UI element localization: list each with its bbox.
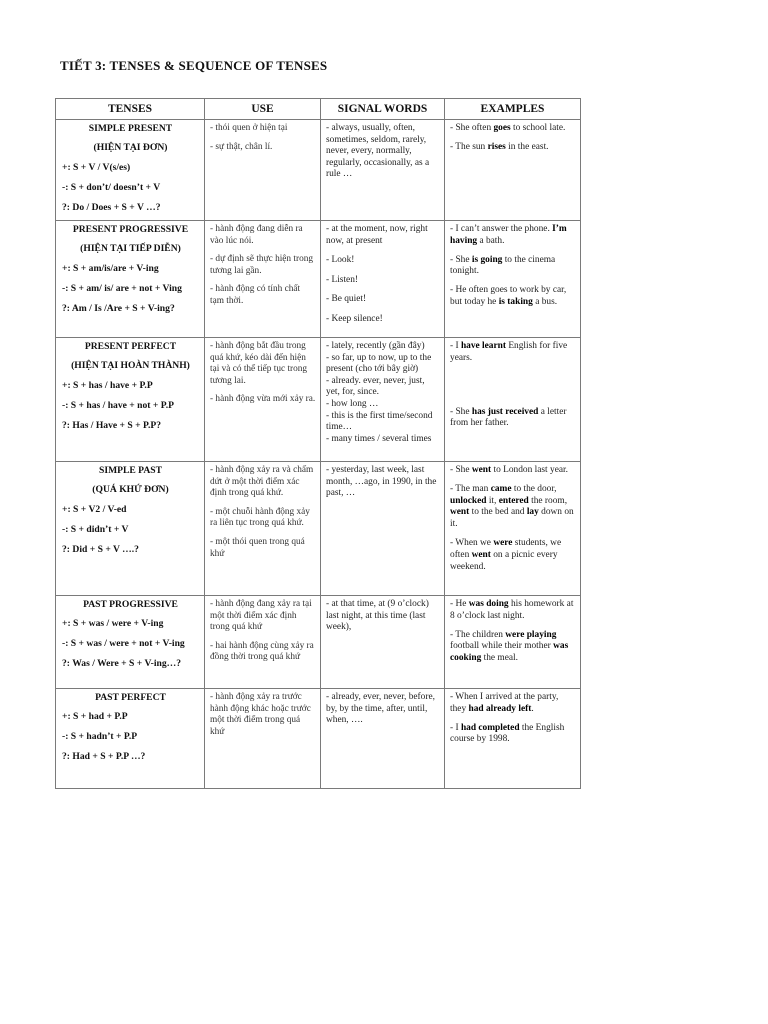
tense-cell bbox=[56, 338, 205, 462]
example-verb-highlight: went bbox=[471, 549, 491, 560]
example-sentence bbox=[450, 341, 576, 365]
signal-word-item: - Be quiet! bbox=[326, 294, 367, 305]
examples-cell bbox=[445, 462, 581, 596]
use-item: - hành động bắt đầu trong quá khứ, kéo dài đến hiện tại và có thể tiếp tục trong tương lai. bbox=[210, 341, 308, 386]
example-verb-highlight: entered bbox=[498, 495, 529, 506]
example-verb-highlight: unlocked bbox=[450, 495, 487, 506]
example-text: - The children bbox=[450, 629, 506, 640]
example-text: football while their mother bbox=[450, 641, 554, 652]
use-item: - hành động đang xảy ra tại một thời điểm xác định trong quá khứ bbox=[210, 599, 312, 633]
example-text: - She bbox=[450, 254, 472, 265]
signal-word-item: - many times / several times bbox=[326, 433, 432, 444]
signal-word-item: - always, usually, often, sometimes, seldom, rarely, never, every, normally, regularly, occasionally, as a rule … bbox=[326, 123, 430, 180]
tense-name: PAST PERFECT bbox=[95, 692, 166, 703]
signal-word-item: - so far, up to now, up to the present (cho tới bây giờ) bbox=[326, 352, 432, 375]
example-text: it, bbox=[486, 495, 499, 506]
example-verb-highlight: have learnt bbox=[460, 341, 506, 351]
tense-cell bbox=[56, 596, 205, 689]
example-text: in the east. bbox=[505, 141, 549, 152]
example-text: - The man bbox=[450, 483, 491, 494]
example-verb-highlight: rises bbox=[487, 141, 506, 152]
example-text: the room, bbox=[528, 495, 568, 506]
example-sentence bbox=[450, 723, 576, 747]
use-item: - sự thật, chân lí. bbox=[210, 141, 273, 152]
signal-word-item: - at the moment, now, right now, at present bbox=[326, 224, 428, 246]
example-text: - He often goes to work by car, but today he bbox=[450, 285, 567, 307]
signal-words-cell bbox=[321, 596, 445, 689]
page-title: TIẾT 3: TENSES & SEQUENCE OF TENSES bbox=[60, 58, 328, 73]
example-sentence bbox=[450, 692, 576, 716]
signal-word-item: - already, ever, never, before, by, by the time, after, until, when, …. bbox=[326, 692, 435, 726]
signal-word-item: - Keep silence! bbox=[326, 313, 383, 324]
signal-words-cell bbox=[321, 221, 445, 338]
use-item: - hành động đang diễn ra vào lúc nói. bbox=[210, 224, 303, 246]
example-verb-highlight: lay bbox=[526, 507, 539, 518]
tense-formula: -: S + didn’t + V bbox=[62, 524, 129, 535]
example-text: - She bbox=[450, 406, 472, 417]
example-text: to London last year. bbox=[491, 465, 568, 475]
signal-words-cell bbox=[321, 689, 445, 789]
use-cell bbox=[205, 120, 321, 221]
tense-formula: ?: Am / Is /Are + S + V-ing? bbox=[62, 303, 175, 314]
example-verb-highlight: had completed bbox=[460, 722, 520, 733]
example-sentence bbox=[450, 465, 576, 477]
example-text: on a picnic every weekend. bbox=[450, 549, 558, 572]
header-tenses: TENSES bbox=[56, 99, 205, 120]
tense-formula: -: S + hadn’t + P.P bbox=[62, 731, 138, 742]
example-text: . bbox=[531, 703, 534, 714]
example-sentence bbox=[450, 123, 576, 135]
tense-formula: +: S + V2 / V-ed bbox=[62, 504, 127, 515]
use-cell bbox=[205, 221, 321, 338]
example-sentence bbox=[450, 630, 576, 665]
tense-cell bbox=[56, 221, 205, 338]
example-verb-highlight: I’m having bbox=[450, 224, 567, 246]
example-sentence bbox=[450, 285, 576, 309]
example-verb-highlight: has just received bbox=[471, 406, 539, 417]
example-text: - I bbox=[450, 722, 461, 733]
use-cell bbox=[205, 462, 321, 596]
example-text: - I bbox=[450, 341, 461, 351]
table-row bbox=[56, 338, 581, 462]
example-text: - She bbox=[450, 465, 472, 475]
example-verb-highlight: was doing bbox=[468, 599, 509, 609]
tense-formula: +: S + had + P.P bbox=[62, 711, 128, 722]
example-text: the meal. bbox=[481, 653, 518, 664]
example-text: - He bbox=[450, 599, 469, 609]
use-item: - hành động xảy ra trước hành động khác hoặc trước một thời điểm trong quá khứ bbox=[210, 692, 311, 737]
example-verb-highlight: is going bbox=[471, 254, 503, 265]
use-item: - một chuỗi hành động xảy ra liên tục trong quá khứ. bbox=[210, 506, 310, 529]
table-header-row bbox=[56, 99, 581, 120]
example-text: - I can’t answer the phone. bbox=[450, 224, 553, 234]
examples-cell bbox=[445, 596, 581, 689]
tense-cell bbox=[56, 462, 205, 596]
example-text: a bath. bbox=[477, 235, 505, 246]
tense-formula: ?: Had + S + P.P …? bbox=[62, 751, 146, 762]
example-text: a bus. bbox=[532, 296, 558, 307]
tense-cell bbox=[56, 120, 205, 221]
header-use: USE bbox=[205, 99, 321, 120]
example-text: English for five years. bbox=[450, 341, 568, 363]
example-text: to the bed and bbox=[469, 507, 527, 518]
use-item: - thói quen ở hiện tại bbox=[210, 123, 288, 133]
tense-name: SIMPLE PRESENT bbox=[88, 123, 173, 134]
example-text: a letter from her father. bbox=[450, 406, 567, 429]
tense-vietnamese-name: (HIỆN TẠI ĐƠN) bbox=[93, 142, 168, 153]
tense-formula: -: S + was / were + not + V-ing bbox=[62, 638, 185, 649]
use-item: - dự định sẽ thực hiện trong tương lai gần. bbox=[210, 254, 314, 276]
example-sentence bbox=[450, 599, 576, 623]
tense-formula: -: S + am/ is/ are + not + Ving bbox=[62, 283, 182, 294]
tense-formula: ?: Do / Does + S + V …? bbox=[62, 202, 161, 213]
tense-formula: +: S + am/is/are + V-ing bbox=[62, 263, 159, 274]
examples-cell bbox=[445, 120, 581, 221]
example-verb-highlight: had already left bbox=[468, 703, 532, 714]
example-verb-highlight: went bbox=[450, 507, 470, 518]
example-verb-highlight: is taking bbox=[498, 296, 533, 307]
example-text: to the cinema tonight. bbox=[450, 254, 556, 277]
signal-word-item: - yesterday, last week, last month, …ago, in 1990, in the past, … bbox=[326, 465, 437, 499]
table-row bbox=[56, 689, 581, 789]
table-row bbox=[56, 462, 581, 596]
tenses-table bbox=[55, 98, 581, 789]
example-sentence bbox=[450, 142, 576, 154]
example-sentence bbox=[450, 484, 576, 531]
use-cell bbox=[205, 689, 321, 789]
use-item: - hành động có tính chất tạm thời. bbox=[210, 284, 301, 306]
signal-words-cell bbox=[321, 120, 445, 221]
example-verb-highlight: was cooking bbox=[450, 641, 569, 664]
use-item: - hành động xảy ra và chấm dứt ở một thời điểm xác định trong quá khứ. bbox=[210, 465, 314, 499]
examples-cell bbox=[445, 338, 581, 462]
example-sentence bbox=[450, 538, 576, 573]
header-examples: EXAMPLES bbox=[445, 99, 581, 120]
example-verb-highlight: went bbox=[471, 465, 492, 475]
tense-name: PRESENT PERFECT bbox=[84, 341, 177, 352]
tense-name: PAST PROGRESSIVE bbox=[83, 599, 178, 610]
example-text: the English course by 1998. bbox=[450, 722, 565, 745]
signal-words-cell bbox=[321, 462, 445, 596]
use-item: - một thói quen trong quá khứ bbox=[210, 536, 305, 559]
use-cell bbox=[205, 338, 321, 462]
signal-word-item: - lately, recently (gần đây) bbox=[326, 341, 425, 351]
tense-formula: +: S + was / were + V-ing bbox=[62, 618, 164, 629]
example-text: - When we bbox=[450, 537, 494, 548]
example-text: to the door, bbox=[511, 483, 557, 494]
example-text: his homework at 8 o’clock last night. bbox=[450, 599, 574, 621]
signal-words-cell bbox=[321, 338, 445, 462]
example-verb-highlight: were playing bbox=[505, 629, 557, 640]
signal-word-item: - this is the first time/second time… bbox=[326, 410, 433, 433]
use-cell bbox=[205, 596, 321, 689]
tense-formula: +: S + has / have + P.P bbox=[62, 380, 153, 391]
signal-word-item: - already. ever, never, just, yet, for, since. bbox=[326, 375, 425, 398]
tense-vietnamese-name: (HIỆN TẠI TIẾP DIỄN) bbox=[80, 243, 181, 254]
example-verb-highlight: were bbox=[493, 537, 513, 548]
example-text: - When I arrived at the party, they bbox=[450, 692, 559, 714]
example-text: to school late. bbox=[510, 123, 566, 133]
tense-formula: -: S + has / have + not + P.P bbox=[62, 400, 174, 411]
tense-formula: ?: Has / Have + S + P.P? bbox=[62, 420, 162, 431]
tense-cell bbox=[56, 689, 205, 789]
examples-cell bbox=[445, 221, 581, 338]
signal-word-item: - Listen! bbox=[326, 274, 359, 285]
table-row bbox=[56, 120, 581, 221]
example-verb-highlight: goes bbox=[493, 123, 511, 133]
tense-formula: -: S + don’t/ doesn’t + V bbox=[62, 182, 161, 193]
tense-formula: ?: Was / Were + S + V-ing…? bbox=[62, 658, 182, 669]
tense-vietnamese-name: (QUÁ KHỨ ĐƠN) bbox=[92, 484, 169, 495]
use-item: - hành động vừa mới xảy ra. bbox=[210, 394, 316, 405]
example-text: - The sun bbox=[450, 141, 488, 152]
signal-word-item: - at that time, at (9 o’clock) last night, at this time (last week), bbox=[326, 599, 429, 633]
example-sentence bbox=[450, 255, 576, 279]
example-text: students, we often bbox=[450, 537, 562, 560]
tense-formula: +: S + V / V(s/es) bbox=[62, 162, 131, 173]
use-item: - hai hành động cùng xảy ra đồng thời trong quá khứ bbox=[210, 640, 314, 663]
example-text: - She often bbox=[450, 123, 494, 133]
example-sentence bbox=[450, 407, 576, 431]
examples-cell bbox=[445, 689, 581, 789]
example-sentence bbox=[450, 224, 576, 248]
example-verb-highlight: came bbox=[490, 483, 512, 494]
tense-formula: ?: Did + S + V ….? bbox=[62, 544, 139, 555]
signal-word-item: - Look! bbox=[326, 255, 355, 266]
table-row bbox=[56, 596, 581, 689]
tense-vietnamese-name: (HIỆN TẠI HOÀN THÀNH) bbox=[71, 360, 190, 371]
table-row bbox=[56, 221, 581, 338]
example-text: down on it. bbox=[450, 507, 574, 530]
tense-name: SIMPLE PAST bbox=[99, 465, 162, 476]
header-signal-words: SIGNAL WORDS bbox=[321, 99, 445, 120]
signal-word-item: - how long … bbox=[326, 398, 379, 409]
tense-name: PRESENT PROGRESSIVE bbox=[72, 224, 189, 235]
